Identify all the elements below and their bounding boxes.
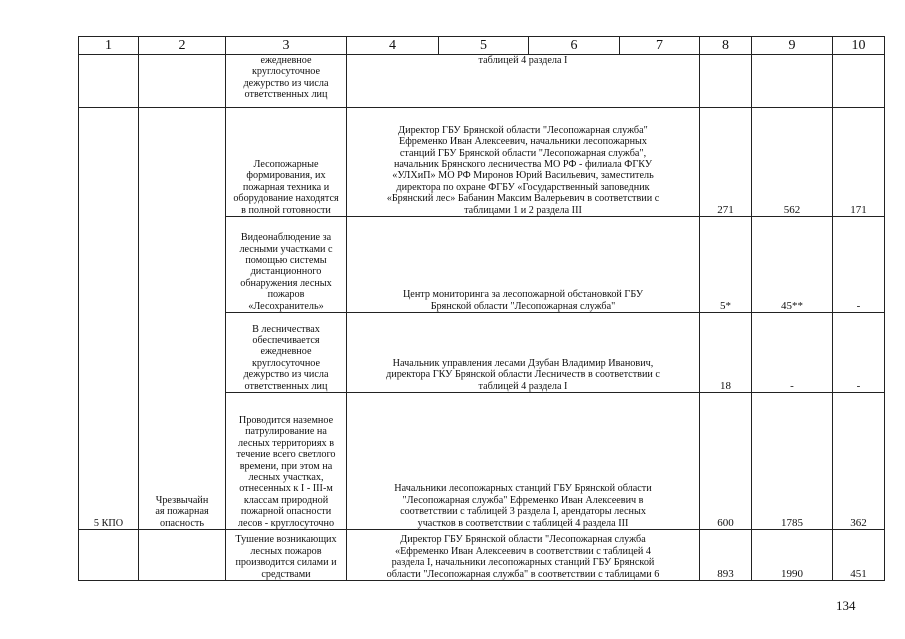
condition-cell: [139, 530, 226, 581]
measure-cell: Видеонаблюдение за лесными участками с помощью системы дистанционного обнаружения лесных пожаров «Лесохранитель»: [226, 217, 347, 313]
value-cell: 600: [700, 393, 752, 530]
value-cell: 893: [700, 530, 752, 581]
responsible-cell: Начальники лесопожарных станций ГБУ Брянской области "Лесопожарная служба" Ефременко Иван Алексеевич в соответствии с таблицей 3 раздела I, арендаторы лесных участков в соответствии с таблицей 4 раздела III: [347, 393, 700, 530]
value-cell: -: [833, 313, 885, 393]
value-cell: 271: [700, 108, 752, 217]
value-cell: 5*: [700, 217, 752, 313]
value-cell: 562: [752, 108, 833, 217]
responsible-cell: Директор ГБУ Брянской области "Лесопожарная служба" Ефременко Иван Алексеевич, начальники лесопожарных станций ГБУ Брянской области "Лесопожарная служба", начальник Брянского лесничества МО РФ - филиала ФГКУ «УЛХиП» МО РФ Миронов Юрий Васильевич, заместитель директора по охране ФГБУ «Государственный заповедник «Брянский лес» Бабанин Максим Валерьевич в соответствии с таблицами 1 и 2 раздела III: [347, 108, 700, 217]
value-cell: 1990: [752, 530, 833, 581]
condition-cell: Чрезвычайн ая пожарная опасность: [139, 108, 226, 530]
value-cell: -: [752, 313, 833, 393]
value-cell: 451: [833, 530, 885, 581]
class-cell: 5 КПО: [79, 108, 139, 530]
table-row: [79, 530, 885, 581]
column-number: 10: [833, 37, 885, 55]
value-cell: 362: [833, 393, 885, 530]
column-number: 4: [347, 37, 439, 55]
column-number: 5: [439, 37, 529, 55]
value-cell: -: [833, 217, 885, 313]
measure-cell: В лесничествах обеспечивается ежедневное круглосуточное дежурство из числа ответственных лиц: [226, 313, 347, 393]
column-number: 9: [752, 37, 833, 55]
value-cell: 1785: [752, 393, 833, 530]
value-cell: 18: [700, 313, 752, 393]
table-row: [79, 108, 885, 217]
condition-cell: [139, 55, 226, 108]
value-cell: [752, 55, 833, 108]
column-number: 3: [226, 37, 347, 55]
responsible-cell: таблицей 4 раздела I: [347, 55, 700, 108]
measure-cell: ежедневное круглосуточное дежурство из числа ответственных лиц: [226, 55, 347, 108]
column-number: 6: [529, 37, 620, 55]
page-number: 134: [836, 598, 856, 613]
value-cell: 171: [833, 108, 885, 217]
column-number: 7: [620, 37, 700, 55]
class-cell: [79, 55, 139, 108]
responsible-cell: Начальник управления лесами Дзубан Владимир Иванович, директора ГКУ Брянской области Лесничеств в соответствии с таблицей 4 раздела I: [347, 313, 700, 393]
responsible-cell: Директор ГБУ Брянской области "Лесопожарная служба «Ефременко Иван Алексеевич в соответствии с таблицей 4 раздела I, начальники лесопожарных станций ГБУ Брянской области "Лесопожарная служба" в соответствии с таблицами 6: [347, 530, 700, 581]
column-number: 2: [139, 37, 226, 55]
measure-cell: Проводится наземное патрулирование на лесных территориях в течение всего светлого времени, при этом на лесных участках, отнесенных к I - III-м классам природной пожарной опасности лесов - круглосуточно: [226, 393, 347, 530]
measure-cell: Лесопожарные формирования, их пожарная техника и оборудование находятся в полной готовности: [226, 108, 347, 217]
column-number: 8: [700, 37, 752, 55]
value-cell: [833, 55, 885, 108]
plan-table: [78, 36, 885, 581]
table-row: [79, 55, 885, 108]
measure-cell: Тушение возникающих лесных пожаров производится силами и средствами: [226, 530, 347, 581]
value-cell: [700, 55, 752, 108]
header-row: [79, 37, 885, 55]
responsible-cell: Центр мониторинга за лесопожарной обстановкой ГБУ Брянской области "Лесопожарная служба": [347, 217, 700, 313]
column-number: 1: [79, 37, 139, 55]
class-cell: [79, 530, 139, 581]
value-cell: 45**: [752, 217, 833, 313]
